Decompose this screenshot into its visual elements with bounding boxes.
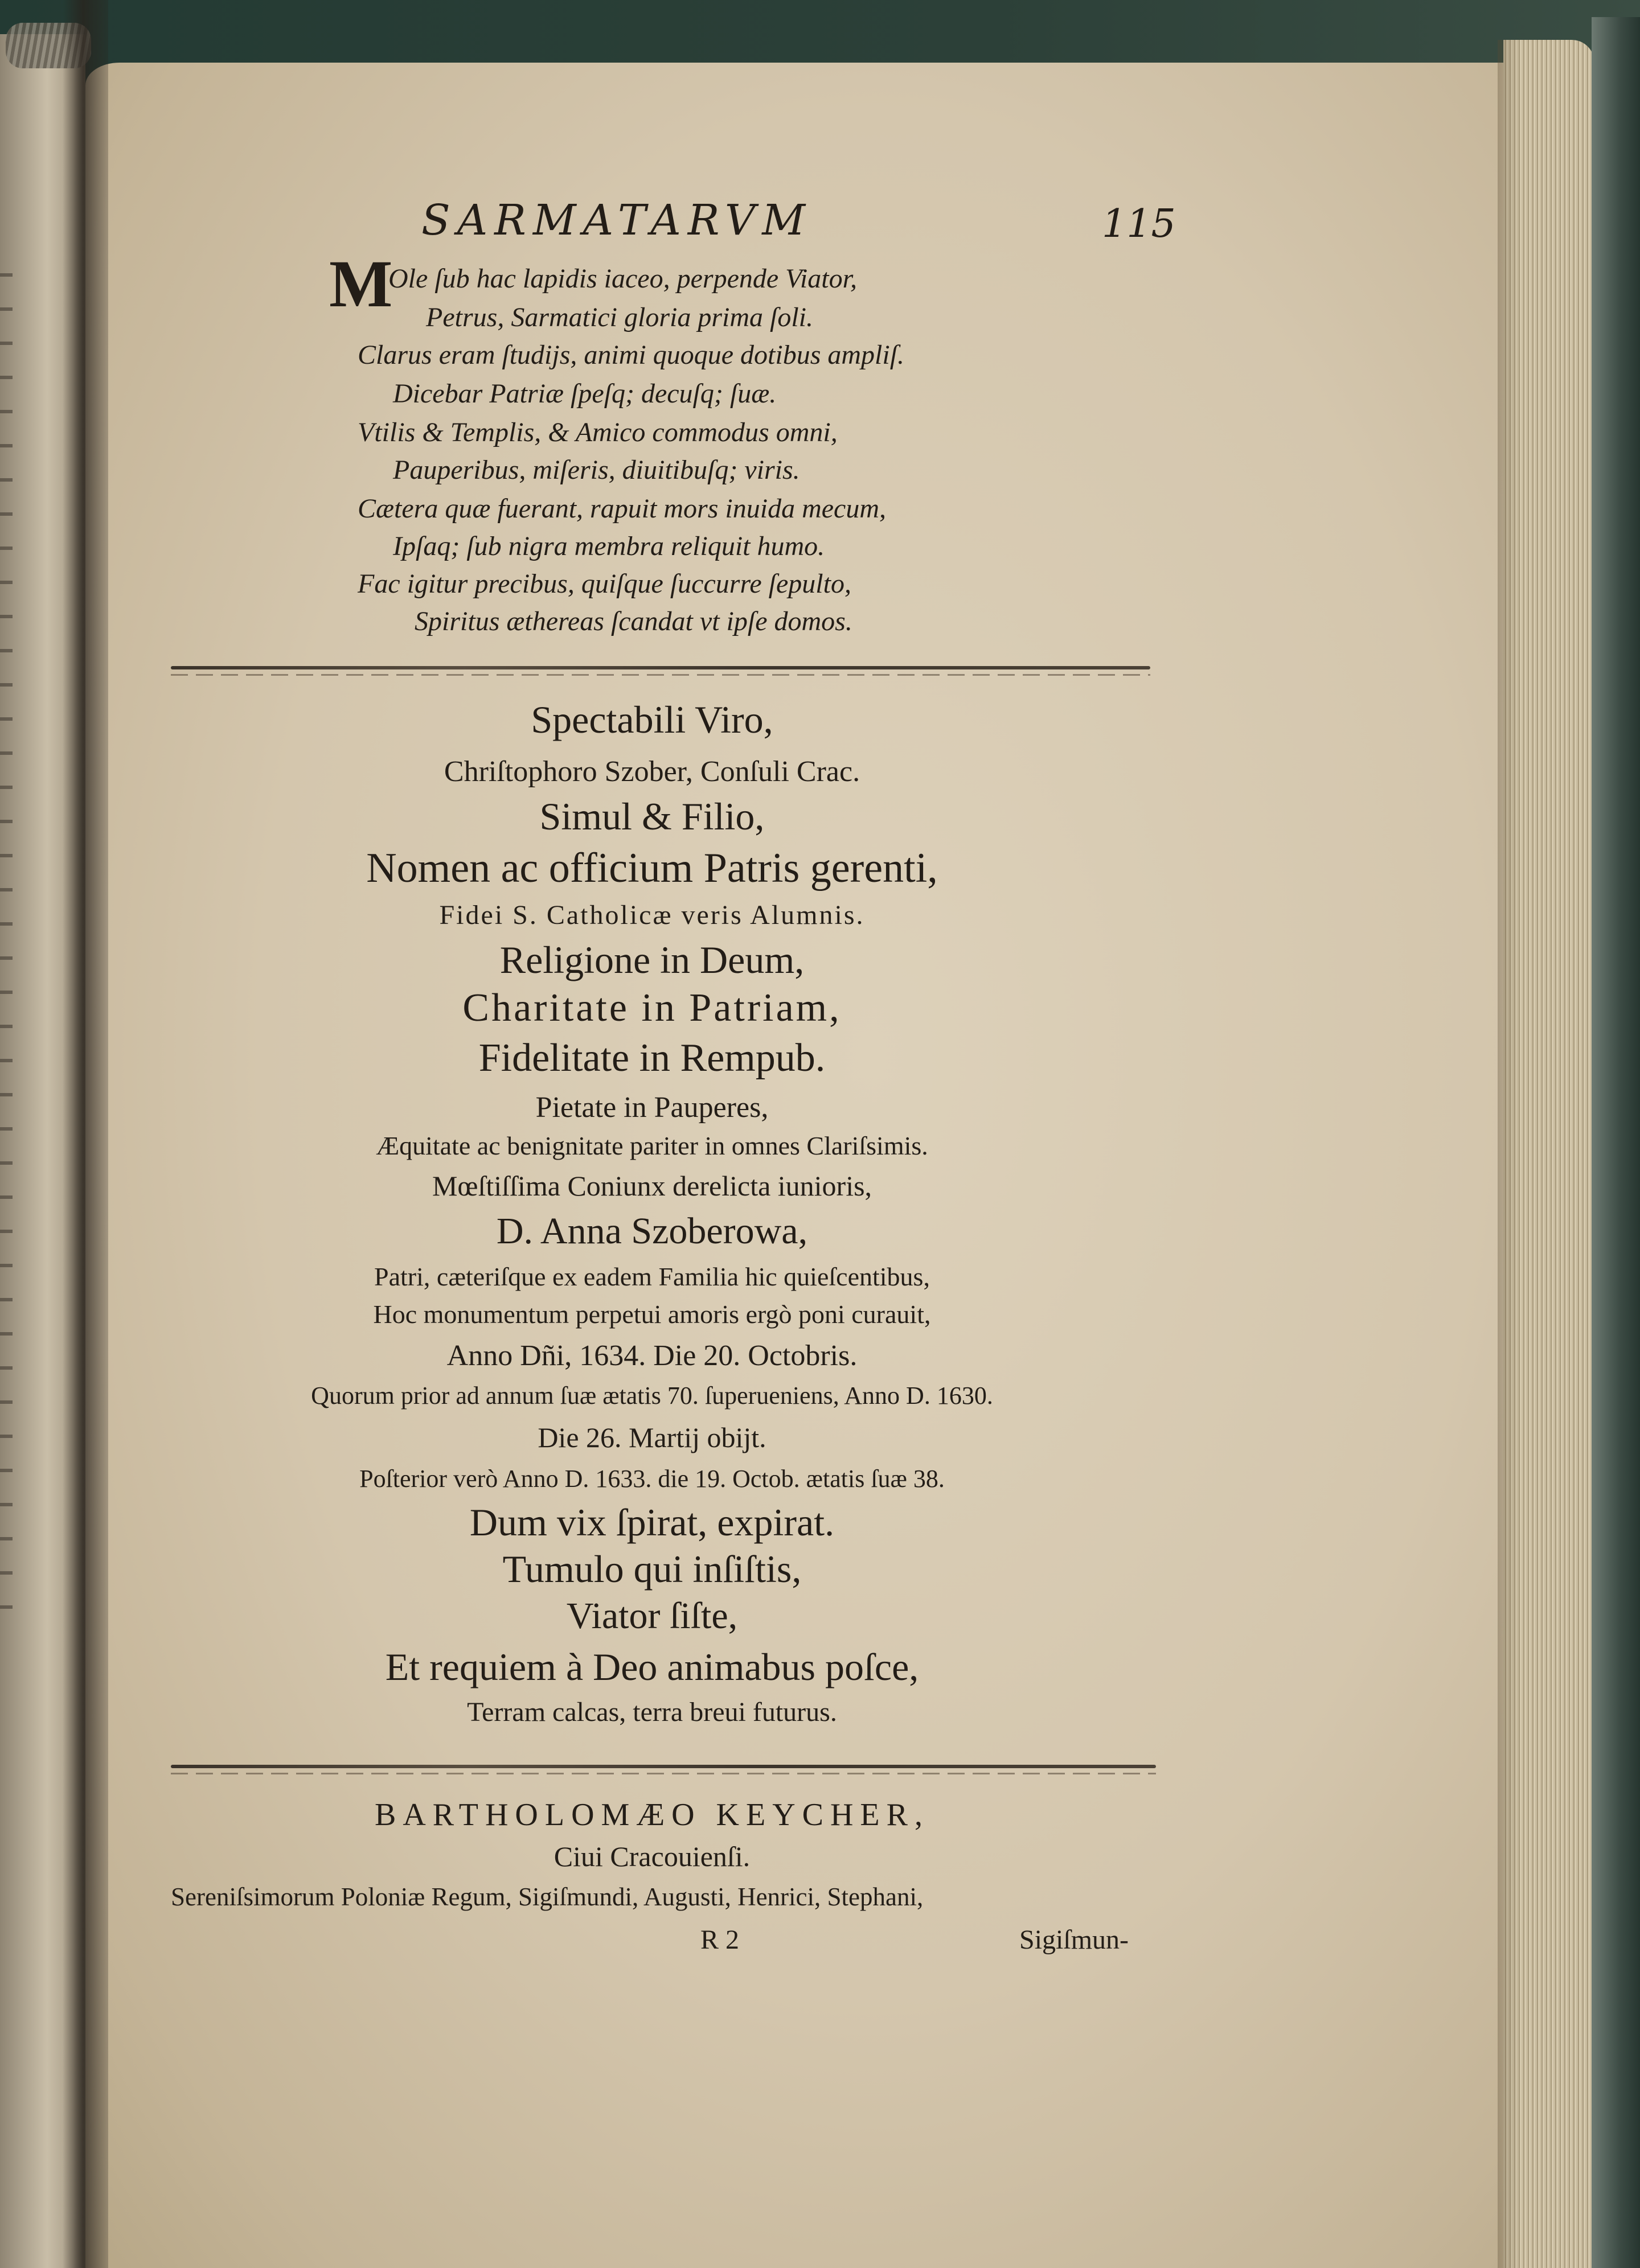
catchword: Sigiſmun- [1019, 1925, 1129, 1955]
epitaph-line: Die 26. Martij obijt. [538, 1421, 766, 1453]
section-heading: BARTHOLOMÆO KEYCHER, [375, 1797, 929, 1833]
drop-cap: M [329, 246, 393, 321]
epitaph-line: Simul & Filio, [539, 795, 765, 838]
book-page [85, 63, 1515, 2268]
epitaph-line: Pietate in Pauperes, [535, 1091, 769, 1124]
poem-line: Dicebar Patriæ ſpeſq; decuſq; ſuæ. [393, 379, 777, 409]
epitaph-line: Mœſtiſſima Coniunx derelicta iunioris, [432, 1170, 872, 1202]
poem-line: Ipſaq; ſub nigra membra reliquit humo. [393, 531, 825, 561]
poem-line: Clarus eram ſtudijs, animi quoque dotibus ampliſ. [358, 340, 905, 370]
epitaph-line: Æquitate ac benignitate pariter in omnes Clariſsimis. [376, 1131, 928, 1160]
epitaph-line: Et requiem à Deo animabus poſce, [385, 1645, 919, 1688]
poem-line: Cætera quæ fuerant, rapuit mors inuida mecum, [358, 494, 887, 524]
epitaph-line: Fidelitate in Rempub. [478, 1036, 826, 1080]
epitaph-line: Nomen ac officium Patris gerenti, [366, 845, 938, 891]
epitaph-line: Terram calcas, terra breui futurus. [467, 1697, 837, 1727]
epitaph-line: Tumulo qui inſiſtis, [502, 1547, 802, 1591]
book-cover-edge [1592, 17, 1640, 2268]
poem-line: Vtilis & Templis, & Amico commodus omni, [358, 417, 838, 447]
epitaph-line: Viator ſiſte, [566, 1595, 738, 1637]
poem-line: Petrus, Sarmatici gloria prima ſoli. [426, 302, 814, 332]
page-number: 115 [1102, 202, 1176, 246]
epitaph-line: Spectabili Viro, [531, 698, 773, 741]
epitaph-line: Patri, cæteriſque ex eadem Familia hic quieſcentibus, [374, 1262, 930, 1291]
epitaph-line: Anno Dñi, 1634. Die 20. Octobris. [446, 1340, 858, 1372]
epitaph-line: Hoc monumentum perpetui amoris ergò poni curauit, [373, 1300, 931, 1329]
epitaph-line: Religione in Deum, [499, 938, 805, 981]
signature-mark: R 2 [700, 1925, 740, 1955]
body-line: Sereniſsimorum Poloniæ Regum, Sigiſmundi, Augusti, Henrici, Stephani, [171, 1883, 924, 1911]
section-rule [171, 666, 1150, 669]
epitaph-line: Quorum prior ad annum ſuæ ætatis 70. ſuperueniens, Anno D. 1630. [311, 1382, 993, 1410]
epitaph-line: Dum vix ſpirat, expirat. [469, 1501, 835, 1544]
epitaph-line: Charitate in Patriam, [462, 986, 842, 1030]
section-subheading: Ciui Cracouienſi. [554, 1840, 751, 1872]
epitaph-line: D. Anna Szoberowa, [496, 1210, 808, 1252]
poem-line: Fac igitur precibus, quiſque ſuccurre ſepulto, [358, 569, 851, 599]
poem-line: Spiritus æthereas ſcandat vt ipſe domos. [415, 606, 852, 636]
poem-line: Ole ſub hac lapidis iaceo, perpende Viator, [388, 264, 857, 294]
poem-line: Pauperibus, miſeris, diuitibuſq; viris. [393, 455, 800, 485]
epitaph-line: Fidei S. Catholicæ veris Alumnis. [439, 900, 865, 930]
section-rule [171, 1765, 1156, 1768]
running-head: SARMATARVM [421, 196, 813, 245]
epitaph-line: Poſterior verò Anno D. 1633. die 19. Octob. ætatis ſuæ 38. [359, 1465, 945, 1493]
epitaph-line: Chriſtophoro Szober, Conſuli Crac. [444, 755, 860, 788]
